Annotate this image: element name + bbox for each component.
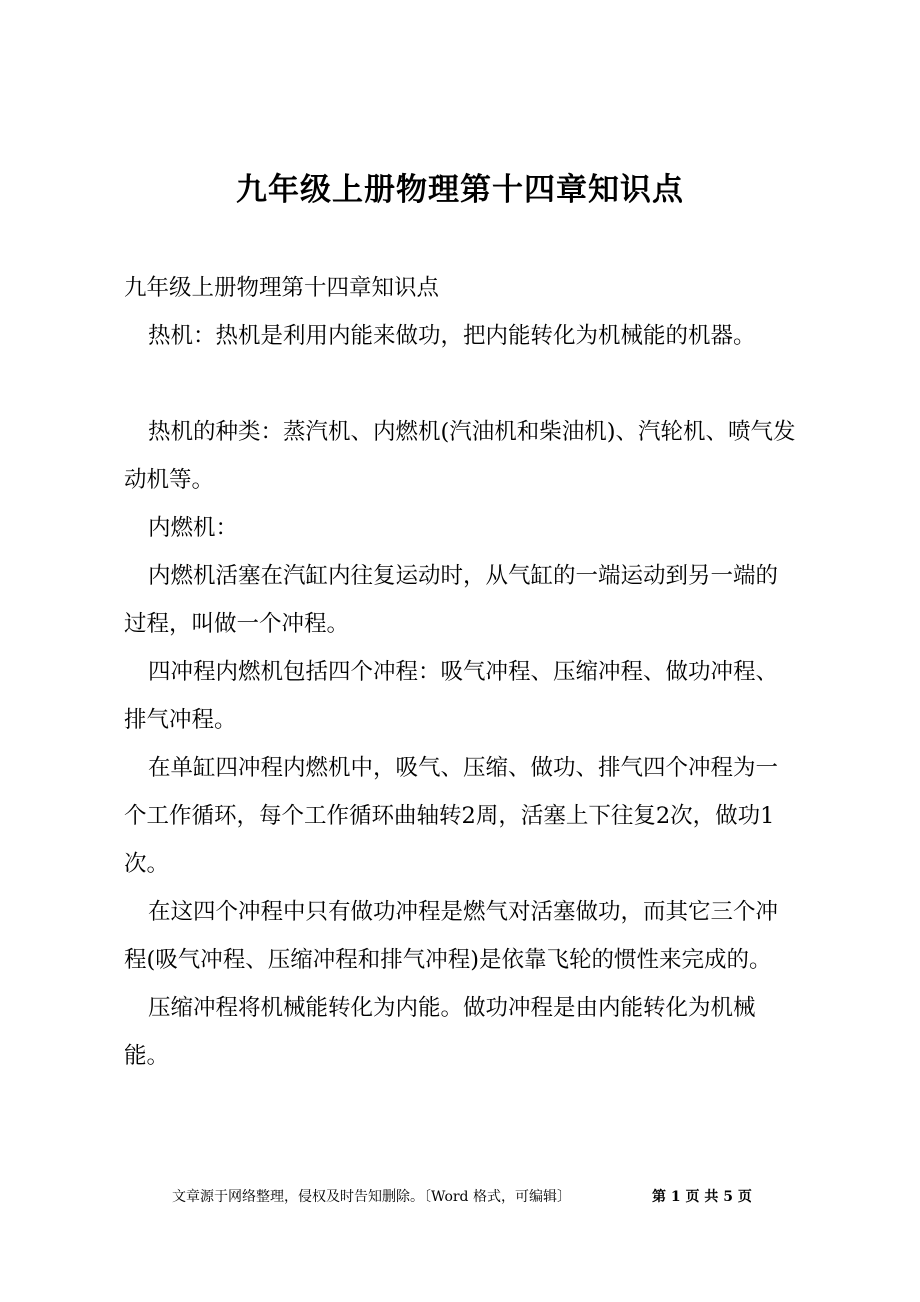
paragraph-stroke-definition: 内燃机活塞在汽缸内往复运动时，从气缸的一端运动到另一端的过程，叫做一个冲程。 bbox=[124, 563, 779, 637]
paragraph-four-strokes: 四冲程内燃机包括四个冲程：吸气冲程、压缩冲程、做功冲程、排气冲程。 bbox=[124, 659, 779, 733]
paragraph-heat-engine: 热机：热机是利用内能来做功，把内能转化为机械能的机器。 bbox=[148, 323, 756, 349]
paragraph-energy-conversion: 压缩冲程将机械能转化为内能。做功冲程是由内能转化为机械能。 bbox=[124, 995, 756, 1069]
paragraph-flywheel-inertia: 在这四个冲程中只有做功冲程是燃气对活塞做功，而其它三个冲程(吸气冲程、压缩冲程和排气冲程)是依靠飞轮的惯性来完成的。 bbox=[124, 899, 779, 973]
paragraph-engine-types: 热机的种类：蒸汽机、内燃机(汽油机和柴油机)、汽轮机、喷气发动机等。 bbox=[124, 419, 796, 493]
document-body bbox=[124, 264, 796, 1080]
document-title: 九年级上册物理第十四章知识点 bbox=[236, 172, 684, 208]
paragraph-work-cycle: 在单缸四冲程内燃机中，吸气、压缩、做功、排气四个冲程为一个工作循环，每个工作循环曲轴转2周，活塞上下往复2次，做功1次。 bbox=[124, 755, 779, 877]
document-subtitle: 九年级上册物理第十四章知识点 bbox=[124, 275, 440, 301]
footer-page-number: 第 1 页 共 5 页 bbox=[652, 1189, 752, 1205]
footer-note: 文章源于网络整理，侵权及时告知删除。〔Word 格式，可编辑〕 bbox=[172, 1189, 571, 1205]
paragraph-combustion-heading: 内燃机： bbox=[148, 515, 239, 541]
paragraph-spacer bbox=[124, 360, 796, 408]
